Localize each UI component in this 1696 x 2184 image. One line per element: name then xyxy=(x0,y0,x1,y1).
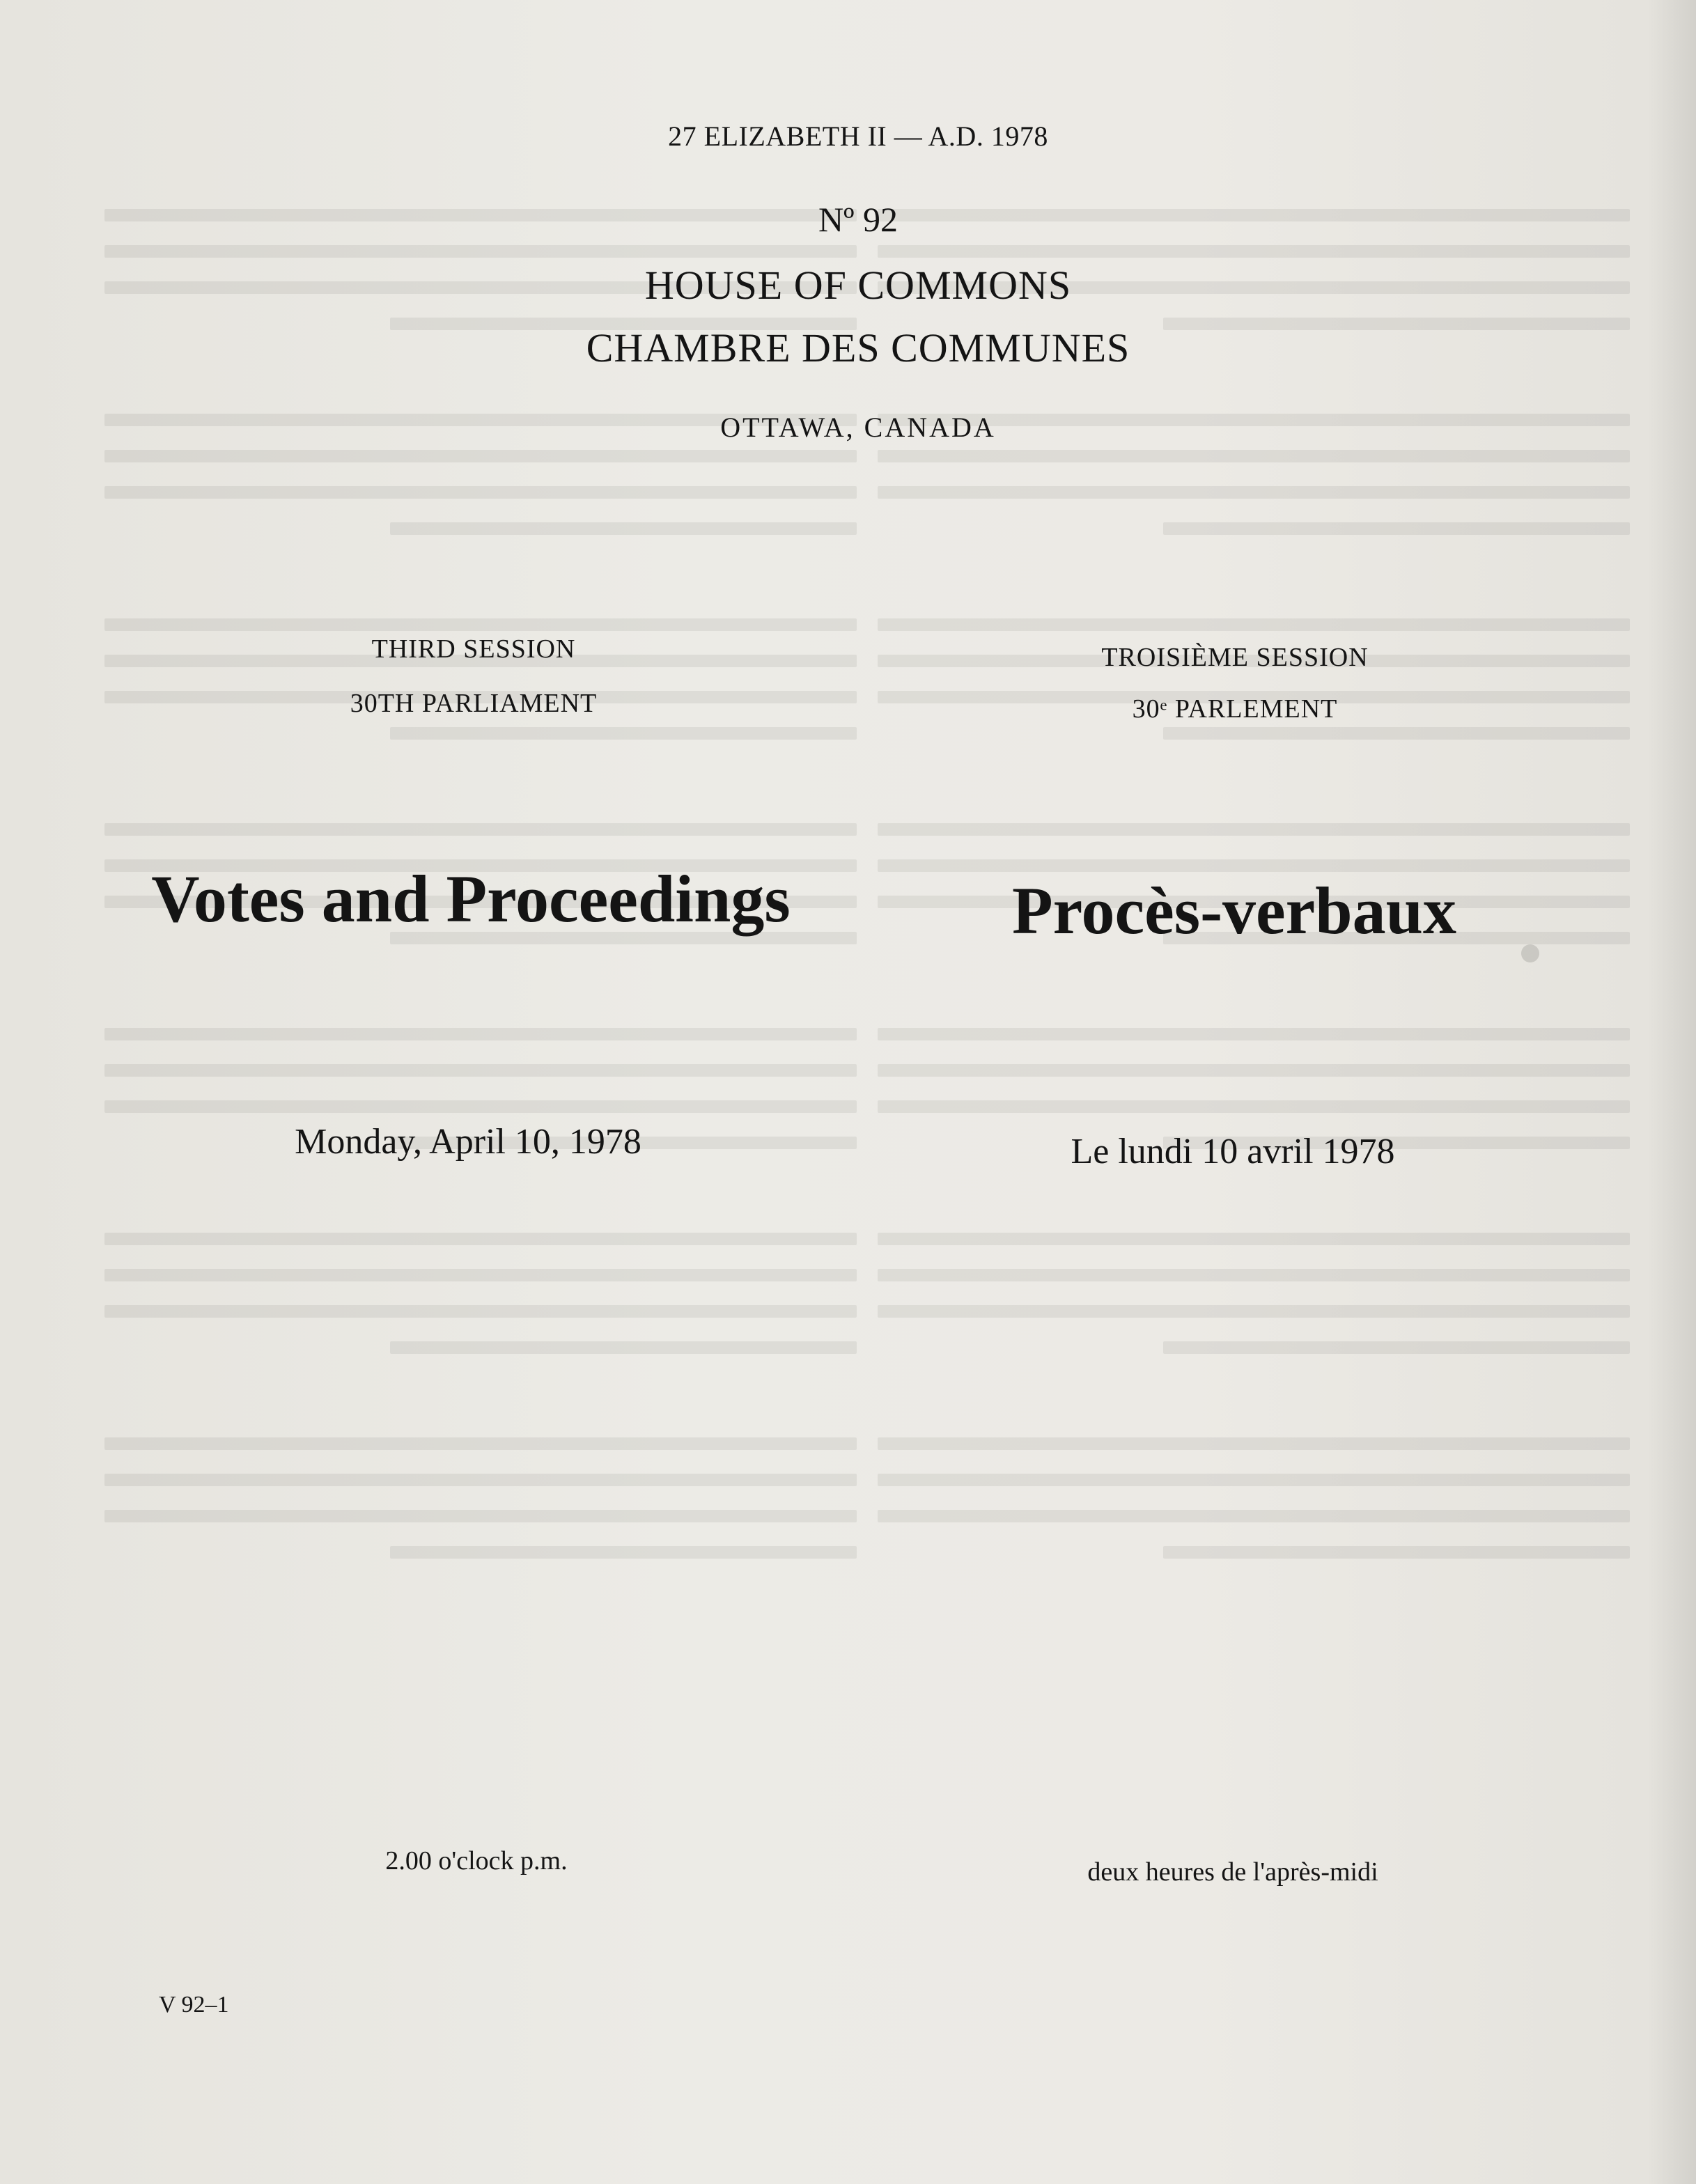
session-english: THIRD SESSION xyxy=(371,634,576,664)
page-reference: V 92–1 xyxy=(159,1992,229,2018)
sitting-time-french: deux heures de l'après-midi xyxy=(1087,1857,1378,1887)
title-english: Votes and Proceedings xyxy=(151,861,791,936)
session-french: TROISIÈME SESSION xyxy=(1101,643,1369,672)
regnal-year-header: 27 ELIZABETH II — A.D. 1978 xyxy=(668,120,1048,152)
parliament-french: 30ᵉ PARLEMENT xyxy=(1132,694,1338,724)
paper-fleck xyxy=(1521,944,1539,962)
house-name-english: HOUSE OF COMMONS xyxy=(644,263,1072,308)
house-name-french: CHAMBRE DES COMMUNES xyxy=(586,325,1130,370)
date-french: Le lundi 10 avril 1978 xyxy=(1071,1132,1395,1171)
sitting-time-english: 2.00 o'clock p.m. xyxy=(385,1846,568,1875)
date-english: Monday, April 10, 1978 xyxy=(295,1122,641,1162)
issue-number: Nº 92 xyxy=(818,200,898,239)
title-french: Procès-verbaux xyxy=(1011,873,1457,948)
parliament-english: 30TH PARLIAMENT xyxy=(350,689,598,718)
location: OTTAWA, CANADA xyxy=(720,412,996,443)
page-edge-shadow xyxy=(1647,0,1696,2184)
